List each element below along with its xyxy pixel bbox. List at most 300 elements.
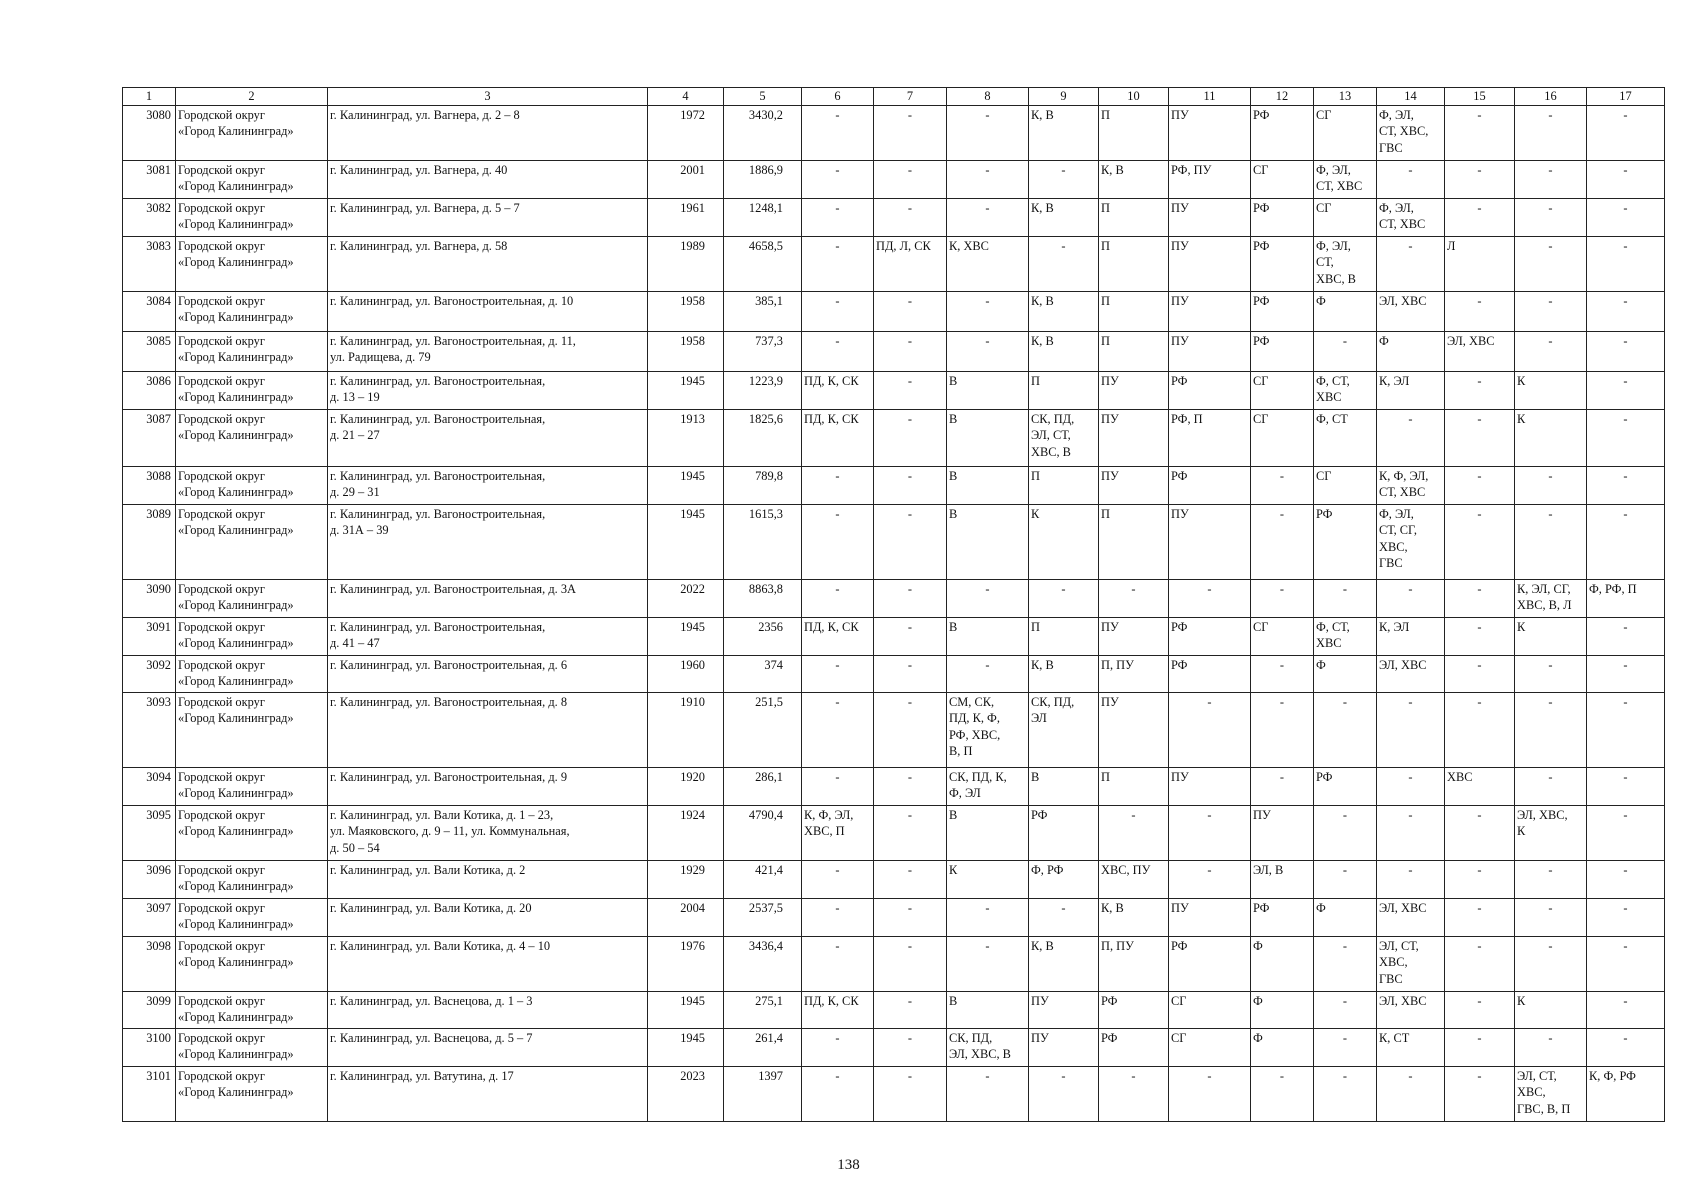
cell-text: - <box>1623 938 1628 953</box>
cell-text: - <box>907 293 913 308</box>
cell-text: - <box>835 694 840 709</box>
cell-text: Городской округ «Город Калининград» <box>178 1030 294 1061</box>
cell-col-4 <box>648 409 724 466</box>
cell-col-8 <box>947 692 1029 767</box>
cell-col-12 <box>1251 331 1314 371</box>
cell-col-17 <box>1587 198 1665 236</box>
cell-text: 789,8 <box>755 468 783 483</box>
cell-text: - <box>1061 238 1066 253</box>
cell-text: Ф, ЭЛ, СТ, ХВС, ГВС <box>1379 107 1429 155</box>
cell-text: 1958 <box>680 293 705 308</box>
cell-text: Городской округ «Город Калининград» <box>178 468 294 499</box>
housing-register-table <box>122 87 1665 1122</box>
cell-col-14 <box>1377 409 1445 466</box>
cell-col-16 <box>1515 692 1587 767</box>
cell-text: - <box>1477 694 1482 709</box>
cell-col-6 <box>802 692 874 767</box>
cell-text: К, Ф, ЭЛ, СТ, ХВС <box>1379 468 1429 499</box>
cell-col-13 <box>1314 160 1377 198</box>
cell-col-11 <box>1169 1066 1251 1121</box>
cell-col-9 <box>1029 991 1099 1028</box>
cell-col-16 <box>1515 1066 1587 1121</box>
cell-col-17 <box>1587 767 1665 805</box>
cell-col-4 <box>648 898 724 936</box>
cell-col-4 <box>648 936 724 991</box>
cell-text: г. Калининград, ул. Ватутина, д. 17 <box>330 1068 514 1083</box>
table-row <box>123 936 1665 991</box>
cell-col-10 <box>1099 236 1169 291</box>
cell-col-14 <box>1377 579 1445 617</box>
cell-col-2 <box>176 1028 328 1066</box>
cell-text: - <box>907 938 913 953</box>
cell-col-1 <box>123 767 176 805</box>
cell-col-13 <box>1314 331 1377 371</box>
cell-col-17 <box>1587 936 1665 991</box>
cell-col-8 <box>947 767 1029 805</box>
cell-text: ПУ <box>1171 293 1189 308</box>
cell-text: 3094 <box>146 769 171 784</box>
cell-text: ПУ <box>1171 107 1189 122</box>
table-row <box>123 898 1665 936</box>
cell-text: - <box>835 769 840 784</box>
cell-text: 1397 <box>758 1068 783 1083</box>
table-row <box>123 579 1665 617</box>
cell-text: - <box>1548 1030 1553 1045</box>
cell-col-9 <box>1029 371 1099 409</box>
cell-text: - <box>1548 657 1553 672</box>
cell-col-10 <box>1099 466 1169 504</box>
cell-col-1 <box>123 160 176 198</box>
cell-col-8 <box>947 504 1029 579</box>
cell-col-12 <box>1251 767 1314 805</box>
cell-text: - <box>1342 862 1348 877</box>
cell-col-9 <box>1029 331 1099 371</box>
cell-col-6 <box>802 1028 874 1066</box>
cell-text: 385,1 <box>755 293 783 308</box>
cell-col-11 <box>1169 409 1251 466</box>
cell-text: РФ <box>1253 900 1270 915</box>
cell-col-7 <box>874 236 947 291</box>
cell-col-15 <box>1445 409 1515 466</box>
cell-col-3 <box>328 291 648 331</box>
cell-col-1 <box>123 331 176 371</box>
cell-text: Ф <box>1379 333 1389 348</box>
cell-col-13 <box>1314 466 1377 504</box>
cell-col-6 <box>802 991 874 1028</box>
cell-col-14 <box>1377 767 1445 805</box>
cell-col-3 <box>328 409 648 466</box>
cell-text: - <box>1408 807 1413 822</box>
cell-text: - <box>985 162 990 177</box>
cell-col-5 <box>724 579 802 617</box>
cell-text: г. Калининград, ул. Вагнера, д. 40 <box>330 162 508 177</box>
cell-text: 3095 <box>146 807 171 822</box>
cell-text: - <box>1623 807 1628 822</box>
cell-text: Городской округ «Город Калининград» <box>178 657 294 688</box>
cell-col-11 <box>1169 160 1251 198</box>
cell-text: - <box>1548 900 1553 915</box>
cell-text: 3100 <box>146 1030 171 1045</box>
cell-col-1 <box>123 409 176 466</box>
cell-text: Городской округ «Город Калининград» <box>178 162 294 193</box>
table-row <box>123 1066 1665 1121</box>
cell-col-9 <box>1029 236 1099 291</box>
cell-col-6 <box>802 409 874 466</box>
cell-col-3 <box>328 860 648 898</box>
cell-text: - <box>1207 862 1212 877</box>
cell-text: ЭЛ, ХВС <box>1379 657 1427 672</box>
cell-col-11 <box>1169 1028 1251 1066</box>
cell-text: - <box>1548 506 1553 521</box>
cell-col-10 <box>1099 160 1169 198</box>
column-header-2: 2 <box>176 88 328 106</box>
cell-text: 3096 <box>146 862 171 877</box>
cell-col-9 <box>1029 198 1099 236</box>
cell-col-10 <box>1099 1028 1169 1066</box>
cell-text: - <box>985 200 990 215</box>
cell-col-9 <box>1029 860 1099 898</box>
cell-text: - <box>907 162 913 177</box>
cell-col-15 <box>1445 371 1515 409</box>
cell-text: ПУ <box>1101 468 1119 483</box>
cell-text: СГ <box>1253 373 1269 388</box>
cell-col-14 <box>1377 1028 1445 1066</box>
cell-text: 3436,4 <box>748 938 783 953</box>
cell-text: Городской округ «Город Калининград» <box>178 619 294 650</box>
cell-text: ЭЛ, ХВС <box>1447 333 1495 348</box>
cell-text: - <box>1623 769 1628 784</box>
cell-text: - <box>1477 293 1482 308</box>
cell-text: ЭЛ, ХВС <box>1379 993 1427 1008</box>
cell-text: - <box>1623 1030 1628 1045</box>
cell-col-10 <box>1099 936 1169 991</box>
cell-col-13 <box>1314 692 1377 767</box>
cell-text: - <box>1623 238 1628 253</box>
cell-col-12 <box>1251 991 1314 1028</box>
cell-col-11 <box>1169 105 1251 160</box>
cell-col-16 <box>1515 655 1587 692</box>
cell-col-14 <box>1377 236 1445 291</box>
cell-text: - <box>1408 238 1413 253</box>
cell-col-2 <box>176 504 328 579</box>
cell-col-16 <box>1515 466 1587 504</box>
cell-col-10 <box>1099 991 1169 1028</box>
column-header-8: 8 <box>947 88 1029 106</box>
cell-col-6 <box>802 105 874 160</box>
cell-text: ЭЛ, ХВС <box>1379 900 1427 915</box>
cell-col-9 <box>1029 504 1099 579</box>
cell-col-10 <box>1099 291 1169 331</box>
column-header-17: 17 <box>1587 88 1665 106</box>
cell-col-4 <box>648 236 724 291</box>
cell-col-13 <box>1314 1028 1377 1066</box>
cell-col-3 <box>328 504 648 579</box>
cell-col-10 <box>1099 198 1169 236</box>
cell-text: - <box>1548 769 1553 784</box>
cell-col-9 <box>1029 898 1099 936</box>
cell-text: 1960 <box>680 657 705 672</box>
cell-col-9 <box>1029 767 1099 805</box>
cell-col-4 <box>648 991 724 1028</box>
cell-text: В <box>949 468 958 483</box>
cell-text: РФ <box>1171 619 1188 634</box>
cell-text: 3091 <box>146 619 171 634</box>
cell-col-13 <box>1314 105 1377 160</box>
cell-col-11 <box>1169 655 1251 692</box>
cell-col-16 <box>1515 991 1587 1028</box>
cell-col-2 <box>176 692 328 767</box>
cell-col-1 <box>123 991 176 1028</box>
cell-text: П <box>1031 468 1040 483</box>
cell-text: г. Калининград, ул. Вагоностроительная, д. 31А – 39 <box>330 506 546 537</box>
cell-col-8 <box>947 655 1029 692</box>
cell-text: - <box>1342 938 1348 953</box>
cell-text: Городской округ «Город Калининград» <box>178 333 294 364</box>
cell-col-7 <box>874 860 947 898</box>
cell-col-11 <box>1169 692 1251 767</box>
cell-text: РФ <box>1253 293 1270 308</box>
cell-col-2 <box>176 198 328 236</box>
cell-col-2 <box>176 331 328 371</box>
cell-col-3 <box>328 198 648 236</box>
cell-col-5 <box>724 767 802 805</box>
cell-col-5 <box>724 1066 802 1121</box>
cell-text: - <box>1061 581 1066 596</box>
cell-col-7 <box>874 1066 947 1121</box>
cell-col-7 <box>874 331 947 371</box>
cell-text: 3085 <box>146 333 171 348</box>
cell-text: - <box>1477 411 1482 426</box>
cell-text: - <box>1477 506 1482 521</box>
cell-text: 2004 <box>680 900 705 915</box>
cell-col-16 <box>1515 617 1587 655</box>
cell-col-8 <box>947 331 1029 371</box>
cell-col-2 <box>176 466 328 504</box>
cell-text: 3084 <box>146 293 171 308</box>
cell-text: Ф <box>1316 293 1326 308</box>
cell-col-3 <box>328 898 648 936</box>
cell-col-3 <box>328 331 648 371</box>
cell-col-8 <box>947 1066 1029 1121</box>
column-header-16: 16 <box>1515 88 1587 106</box>
cell-col-16 <box>1515 860 1587 898</box>
cell-col-16 <box>1515 767 1587 805</box>
column-header-10: 10 <box>1099 88 1169 106</box>
cell-col-10 <box>1099 898 1169 936</box>
cell-text: 1910 <box>680 694 705 709</box>
cell-col-13 <box>1314 236 1377 291</box>
table-row <box>123 767 1665 805</box>
cell-text: - <box>907 200 913 215</box>
cell-text: - <box>1548 293 1553 308</box>
cell-text: Ф, РФ <box>1031 862 1064 877</box>
cell-text: 1976 <box>680 938 705 953</box>
cell-text: г. Калининград, ул. Вагоностроительная, д. 9 <box>330 769 568 784</box>
cell-text: Городской округ «Город Калининград» <box>178 373 294 404</box>
cell-text: г. Калининград, ул. Вагоностроительная, д. 29 – 31 <box>330 468 546 499</box>
cell-col-9 <box>1029 409 1099 466</box>
cell-text: К, В <box>1031 293 1054 308</box>
cell-text: - <box>835 657 840 672</box>
cell-col-6 <box>802 1066 874 1121</box>
cell-col-4 <box>648 692 724 767</box>
cell-col-1 <box>123 655 176 692</box>
cell-col-13 <box>1314 767 1377 805</box>
cell-text: ПУ <box>1171 238 1189 253</box>
cell-col-1 <box>123 617 176 655</box>
cell-col-4 <box>648 160 724 198</box>
cell-col-5 <box>724 655 802 692</box>
cell-text: П <box>1101 293 1110 308</box>
cell-text: - <box>1207 694 1212 709</box>
cell-col-16 <box>1515 898 1587 936</box>
cell-col-17 <box>1587 409 1665 466</box>
cell-text: - <box>907 657 913 672</box>
cell-col-17 <box>1587 1066 1665 1121</box>
cell-text: 1248,1 <box>748 200 783 215</box>
cell-col-14 <box>1377 617 1445 655</box>
cell-col-9 <box>1029 105 1099 160</box>
cell-text: Ф, ЭЛ, СТ, ХВС <box>1316 162 1363 193</box>
cell-text: 1972 <box>680 107 705 122</box>
cell-text: 1961 <box>680 200 705 215</box>
cell-col-14 <box>1377 936 1445 991</box>
cell-col-5 <box>724 466 802 504</box>
cell-col-13 <box>1314 409 1377 466</box>
cell-text: 1958 <box>680 333 705 348</box>
cell-text: - <box>835 506 840 521</box>
cell-col-8 <box>947 898 1029 936</box>
cell-col-10 <box>1099 331 1169 371</box>
cell-col-3 <box>328 655 648 692</box>
cell-text: ПД, К, СК <box>804 373 859 388</box>
cell-col-8 <box>947 579 1029 617</box>
cell-col-1 <box>123 579 176 617</box>
cell-text: 3092 <box>146 657 171 672</box>
cell-col-12 <box>1251 466 1314 504</box>
cell-text: К <box>949 862 958 877</box>
cell-text: - <box>1623 619 1628 634</box>
cell-col-6 <box>802 236 874 291</box>
cell-col-2 <box>176 991 328 1028</box>
cell-col-7 <box>874 371 947 409</box>
cell-text: СГ <box>1253 411 1269 426</box>
cell-col-5 <box>724 1028 802 1066</box>
cell-text: 1945 <box>680 468 705 483</box>
cell-col-14 <box>1377 991 1445 1028</box>
cell-col-8 <box>947 617 1029 655</box>
cell-col-12 <box>1251 898 1314 936</box>
cell-text: - <box>907 107 913 122</box>
column-header-13: 13 <box>1314 88 1377 106</box>
cell-col-15 <box>1445 898 1515 936</box>
cell-col-14 <box>1377 331 1445 371</box>
cell-col-14 <box>1377 805 1445 860</box>
cell-col-15 <box>1445 860 1515 898</box>
cell-text: - <box>1342 581 1348 596</box>
cell-text: - <box>835 938 840 953</box>
cell-text: 3097 <box>146 900 171 915</box>
column-header-7: 7 <box>874 88 947 106</box>
cell-col-14 <box>1377 198 1445 236</box>
cell-text: В <box>949 411 958 426</box>
cell-col-11 <box>1169 371 1251 409</box>
cell-text: - <box>1342 694 1348 709</box>
table-row <box>123 371 1665 409</box>
cell-text: Ф, СТ, ХВС <box>1316 619 1350 650</box>
cell-text: - <box>1477 581 1482 596</box>
cell-text: СК, ПД, К, Ф, ЭЛ <box>949 769 1007 800</box>
cell-col-8 <box>947 236 1029 291</box>
cell-text: Ф <box>1253 993 1263 1008</box>
cell-text: г. Калининград, ул. Вагоностроительная, д. 41 – 47 <box>330 619 546 650</box>
cell-col-11 <box>1169 236 1251 291</box>
cell-col-17 <box>1587 898 1665 936</box>
cell-text: Городской округ «Город Калининград» <box>178 506 294 537</box>
cell-text: - <box>835 333 840 348</box>
cell-text: - <box>985 657 990 672</box>
cell-col-15 <box>1445 767 1515 805</box>
cell-text: - <box>835 293 840 308</box>
cell-text: 8863,8 <box>748 581 783 596</box>
column-header-15: 15 <box>1445 88 1515 106</box>
cell-col-2 <box>176 160 328 198</box>
cell-text: 1223,9 <box>748 373 783 388</box>
cell-col-5 <box>724 504 802 579</box>
cell-text: - <box>907 411 913 426</box>
cell-col-14 <box>1377 371 1445 409</box>
cell-col-11 <box>1169 936 1251 991</box>
cell-col-12 <box>1251 409 1314 466</box>
cell-col-15 <box>1445 805 1515 860</box>
cell-text: РФ, П <box>1171 411 1203 426</box>
cell-text: 1924 <box>680 807 705 822</box>
cell-text: Ф <box>1253 938 1263 953</box>
cell-col-13 <box>1314 860 1377 898</box>
cell-text: Ф, ЭЛ, СТ, ХВС, В <box>1316 238 1356 286</box>
cell-col-1 <box>123 236 176 291</box>
table-row <box>123 105 1665 160</box>
cell-col-9 <box>1029 692 1099 767</box>
cell-text: Л <box>1447 238 1456 253</box>
cell-text: - <box>1477 938 1482 953</box>
cell-col-5 <box>724 860 802 898</box>
cell-col-11 <box>1169 860 1251 898</box>
cell-col-17 <box>1587 331 1665 371</box>
cell-text: ПУ <box>1031 1030 1049 1045</box>
column-header-5: 5 <box>724 88 802 106</box>
cell-text: К, В <box>1101 162 1124 177</box>
column-header-11: 11 <box>1169 88 1251 106</box>
cell-text: Ф, ЭЛ, СТ, ХВС <box>1379 200 1426 231</box>
cell-col-3 <box>328 371 648 409</box>
table-row <box>123 655 1665 692</box>
cell-col-2 <box>176 1066 328 1121</box>
cell-text: - <box>1623 107 1628 122</box>
cell-text: П <box>1031 373 1040 388</box>
cell-col-1 <box>123 1028 176 1066</box>
cell-col-7 <box>874 291 947 331</box>
cell-text: В <box>1031 769 1040 784</box>
cell-text: - <box>1623 293 1628 308</box>
cell-text: ХВС <box>1447 769 1473 784</box>
table-row <box>123 991 1665 1028</box>
cell-text: - <box>907 468 913 483</box>
cell-col-12 <box>1251 936 1314 991</box>
cell-text: СК, ПД, ЭЛ <box>1031 694 1075 725</box>
cell-col-3 <box>328 692 648 767</box>
cell-text: Городской округ «Город Калининград» <box>178 862 294 893</box>
